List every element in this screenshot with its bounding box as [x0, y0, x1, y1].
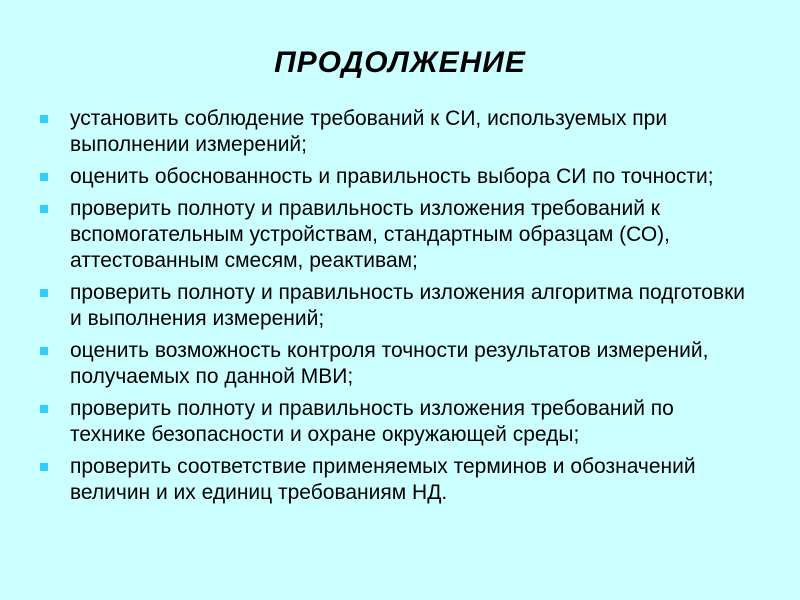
bullet-square-icon	[40, 463, 48, 471]
bullet-text: проверить полноту и правильность изложения алгоритма подготовки и выполнения измерений;	[70, 281, 746, 330]
bullet-item	[40, 338, 748, 390]
bullet-square-icon	[40, 405, 48, 413]
bullet-square-icon	[40, 205, 48, 213]
bullet-square-icon	[40, 115, 48, 123]
bullet-text: проверить полноту и правильность изложения требований к вспомогательным устройствам, стандартным образцам (СО), аттестованным смесям, реактивам;	[70, 197, 671, 272]
bullet-text: оценить обоснованность и правильность выбора СИ по точности;	[70, 165, 714, 188]
bullet-item	[40, 106, 748, 158]
slide-title: ПРОДОЛЖЕНИЕ	[274, 46, 526, 79]
bullet-square-icon	[40, 289, 48, 297]
bullet-text: установить соблюдение требований к СИ, используемых при выполнении измерений;	[70, 107, 668, 156]
bullet-item	[40, 396, 748, 448]
bullet-square-icon	[40, 173, 48, 181]
bullet-text: оценить возможность контроля точности результатов измерений, получаемых по данной МВИ;	[70, 339, 709, 388]
bullet-item	[40, 196, 748, 274]
bullet-item	[40, 280, 748, 332]
bullet-text: проверить соответствие применяемых терминов и обозначений величин и их единиц требованиям НД.	[70, 455, 696, 504]
bullet-text: проверить полноту и правильность изложения требований по технике безопасности и охране окружающей среды;	[70, 397, 674, 446]
bullet-square-icon	[40, 347, 48, 355]
bullet-item	[40, 454, 748, 506]
bullet-item	[40, 164, 748, 190]
bullet-list	[40, 106, 748, 506]
